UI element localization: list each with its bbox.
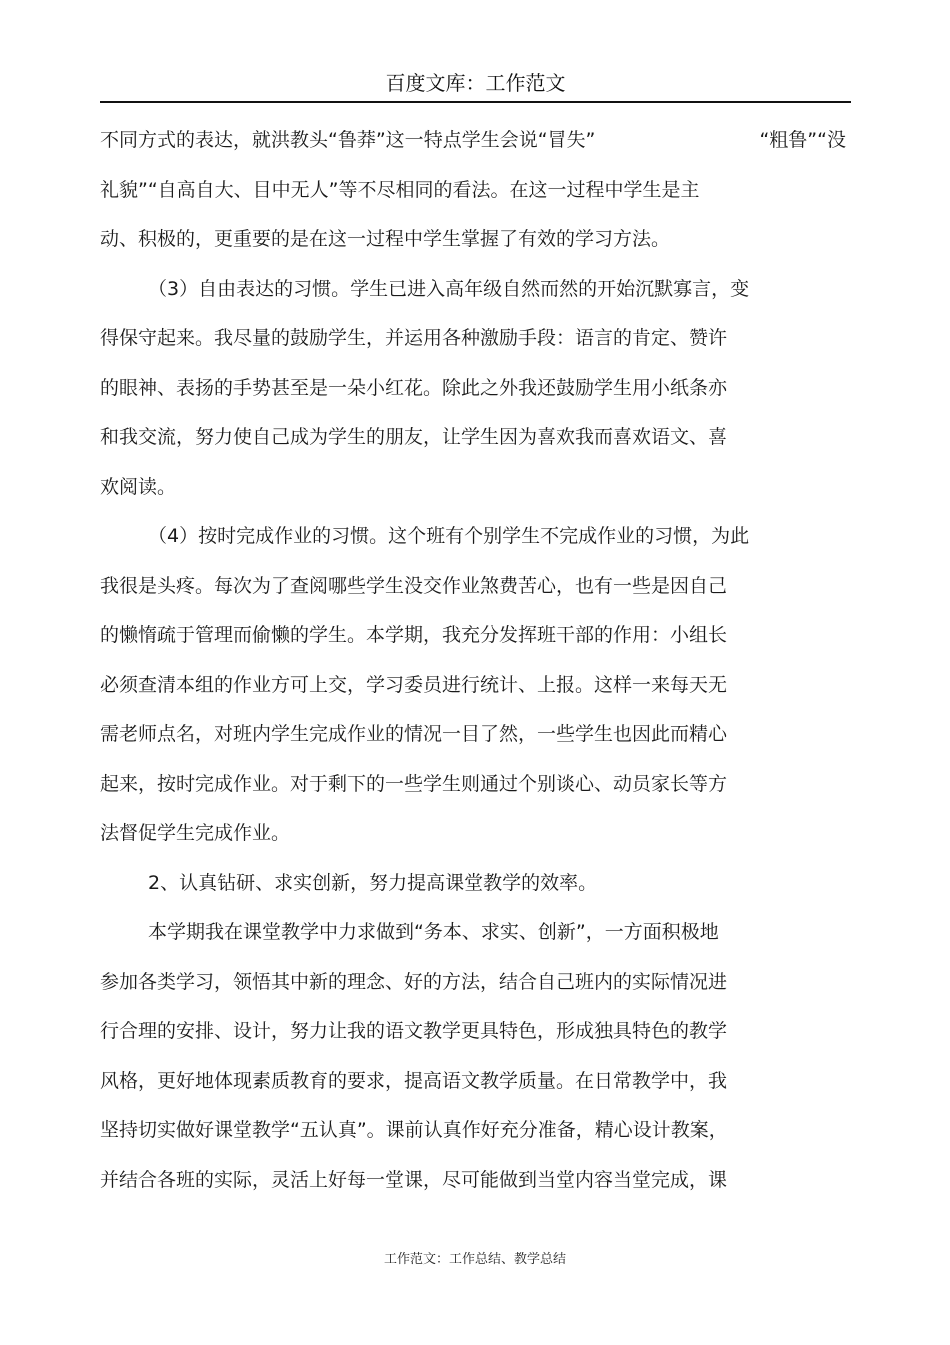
body-line-22: 并结合各班的实际，灵活上好每一堂课，尽可能做到当堂内容当堂完成，课 — [100, 1168, 728, 1191]
body-line-6: 的眼神、表扬的手势甚至是一朵小红花。除此之外我还鼓励学生用小纸条亦 — [100, 376, 728, 399]
body-line-1-left: 不同方式的表达，就洪教头“鲁莽”这一特点学生会说“冒失” — [100, 129, 596, 151]
body-line-2: 礼貌”“自高自大、目中无人”等不尽相同的看法。在这一过程中学生是主 — [100, 178, 700, 201]
body-line-17: 本学期我在课堂教学中力求做到“务本、求实、创新”，一方面积极地 — [148, 921, 719, 943]
body-line-20: 风格，更好地体现素质教育的要求，提高语文教学质量。在日常教学中，我 — [100, 1069, 728, 1092]
body-line-4: （3）自由表达的习惯。学生已进入高年级自然而然的开始沉默寡言，变 — [148, 277, 750, 300]
body-line-7: 和我交流，努力使自己成为学生的朋友，让学生因为喜欢我而喜欢语文、喜 — [100, 426, 728, 448]
body-line-1-right: “粗鲁”“没 — [759, 129, 846, 151]
page-footer: 工作范文：工作总结、教学总结 — [383, 1252, 566, 1267]
body-line-10: 我很是头疼。每次为了查阅哪些学生没交作业煞费苦心，也有一些是因自己 — [100, 574, 728, 597]
body-line-19: 行合理的安排、设计，努力让我的语文教学更具特色，形成独具特色的教学 — [100, 1020, 728, 1042]
body-line-5: 得保守起来。我尽量的鼓励学生，并运用各种激励手段：语言的肯定、赞许 — [100, 327, 728, 349]
body-line-18: 参加各类学习，领悟其中新的理念、好的方法，结合自己班内的实际情况进 — [100, 970, 728, 993]
body-line-12: 必须查清本组的作业方可上交，学习委员进行统计、上报。这样一来每天无 — [100, 673, 728, 696]
page-header-title: 百度文库：工作范文 — [385, 71, 566, 95]
body-line-9: （4）按时完成作业的习惯。这个班有个别学生不完成作业的习惯，为此 — [148, 525, 750, 547]
header-divider — [100, 101, 851, 103]
body-line-21: 坚持切实做好课堂教学“五认真”。课前认真作好充分准备，精心设计教案， — [100, 1119, 728, 1141]
body-line-14: 起来，按时完成作业。对于剩下的一些学生则通过个别谈心、动员家长等方 — [100, 772, 728, 795]
body-line-15: 法督促学生完成作业。 — [100, 822, 291, 844]
body-line-1 — [100, 116, 846, 166]
body-line-8: 欢阅读。 — [100, 475, 177, 498]
body-line-13: 需老师点名，对班内学生完成作业的情况一目了然，一些学生也因此而精心 — [100, 723, 728, 745]
body-line-16: 2、认真钻研、求实创新，努力提高课堂教学的效率。 — [148, 871, 598, 894]
document-body — [100, 116, 851, 1205]
body-line-3: 动、积极的，更重要的是在这一过程中学生掌握了有效的学习方法。 — [100, 228, 671, 250]
body-line-11: 的懒惰疏于管理而偷懒的学生。本学期，我充分发挥班干部的作用：小组长 — [100, 624, 728, 646]
